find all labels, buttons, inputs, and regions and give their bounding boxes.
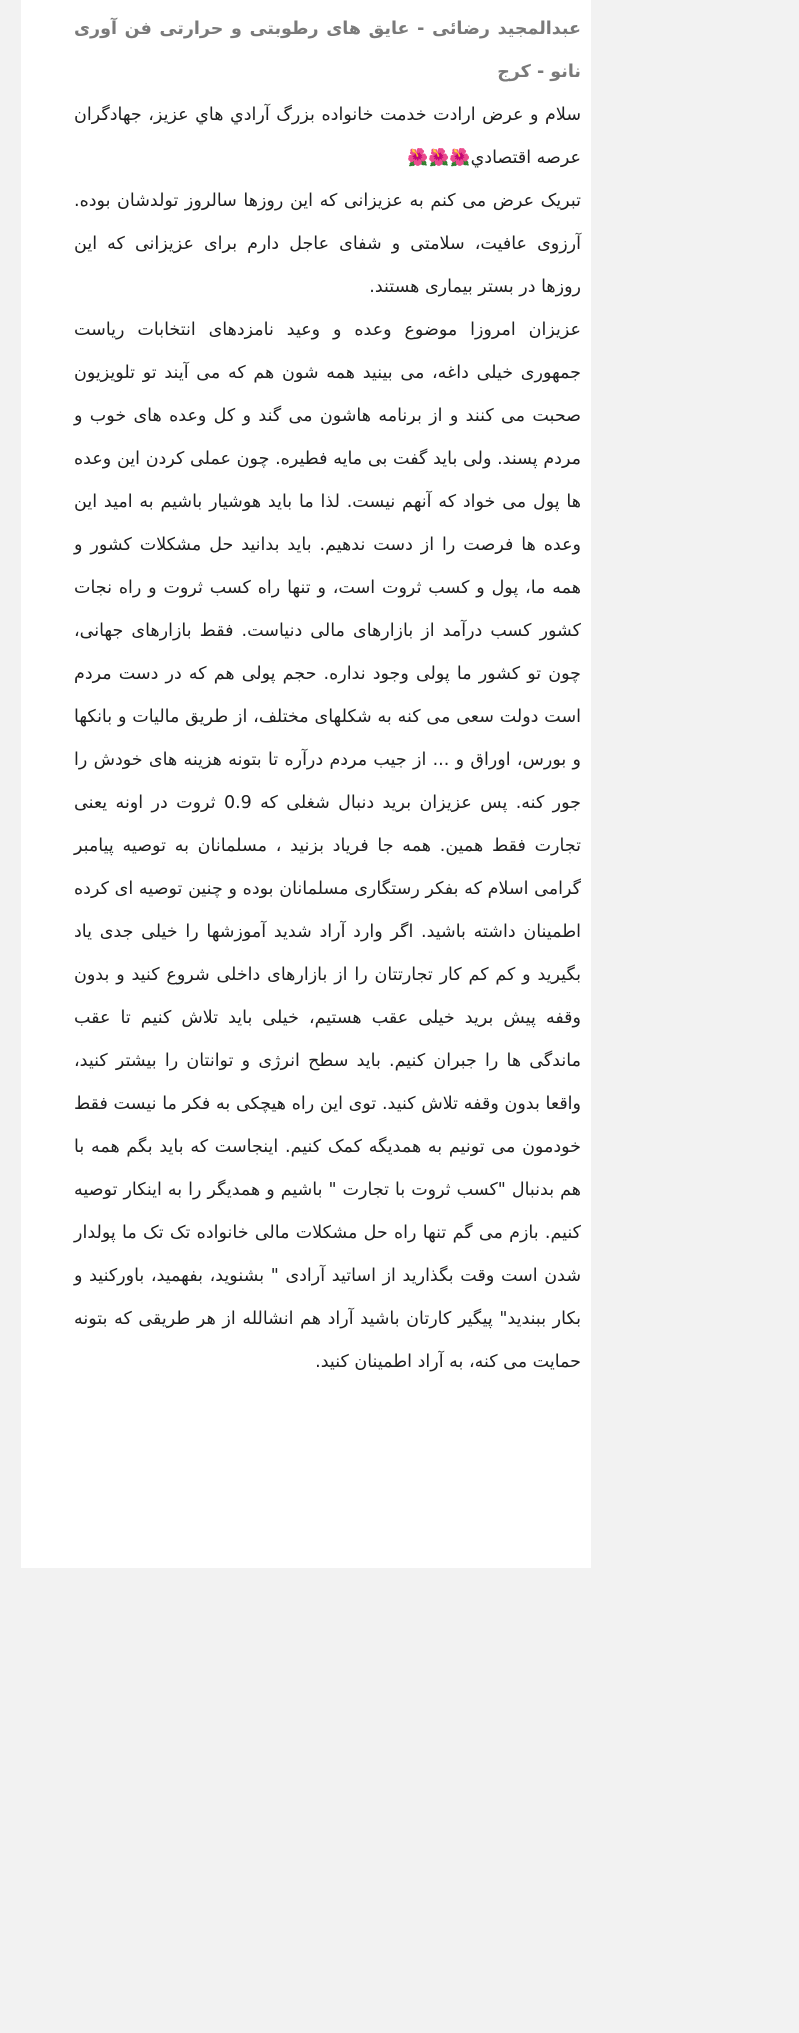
birthday-paragraph: تبریک عرض می کنم به عزیزانی که این روزها سالروز تولدشان بوده. آرزوی عافیت، سلامتی و شفای عاجل دارم برای عزیزانی که این روزها در بستر بیماری هستند.: [74, 191, 581, 297]
post-body: [74, 8, 581, 1384]
post-author-header: عبدالمجید رضائی - عایق های رطوبتی و حرارتی فن آوری نانو - کرج: [74, 19, 581, 82]
greeting-text: سلام و عرض ارادت خدمت خانواده بزرگ آرادي هاي عزيز، جهادگران عرصه اقتصادي: [74, 105, 581, 168]
hibiscus-flower-icon: 🌺🌺🌺: [407, 148, 471, 168]
main-paragraph: عزیزان امروزا موضوع وعده و وعید نامزدهای انتخابات ریاست جمهوری خیلی داغه، می بینید همه شون هم که می آیند تو تلویزیون صحبت می کنند و از برنامه هاشون می گند و کل وعده های خوب و مردم پسند. ولی باید گفت بی مایه فطیره. چون عملی کردن این وعده ها پول می خواد که آنهم نیست. لذا ما باید هوشیار باشیم به امید این وعده ها فرصت را از دست ندهیم. باید بدانید حل مشکلات کشور و همه ما، پول و کسب ثروت است، و تنها راه کسب ثروت و راه نجات کشور کسب درآمد از بازارهای مالی دنیاست. فقط بازارهای جهانی، چون تو کشور ما پولی وجود نداره. حجم پولی هم که در دست مردم است دولت سعی می کنه به شکلهای مختلف، از طریق مالیات و بانکها و بورس، اوراق و ... از جیب مردم درآره تا بتونه هزینه های خودش را جور کنه. پس عزیزان برید دنبال شغلی که 0.9 ثروت در اونه یعنی تجارت فقط همین. همه جا فریاد بزنید ، مسلمانان به توصیه پیامبر گرامی اسلام که بفکر رستگاری مسلمانان بوده و چنین توصیه ای کرده اطمینان داشته باشید. اگر وارد آراد شدید آموزشها را خیلی جدی یاد بگیرید و کم کم کار تجارتتان را از بازارهای داخلی شروع کنید و بدون وقفه پیش برید خیلی عقب هستیم، خیلی باید تلاش کنیم تا عقب ماندگی ها را جبران کنیم. باید سطح انرژی و توانتان را بیشتر کنید، واقعا بدون وقفه تلاش کنید. توی این راه هیچکی به فکر ما نیست فقط خودمون می تونیم به همدیگه کمک کنیم. اینجاست که باید بگم همه با هم بدنبال "کسب ثروت با تجارت " باشیم و همدیگر را به اینکار توصیه کنیم. بازم می گم تنها راه حل مشکلات مالی خانواده تک تک ما پولدار شدن است وقت بگذارید از اساتید آرادی " بشنوید، بفهمید، باورکنید و بکار ببندید" پیگیر کارتان باشید آراد هم انشالله از هر طریقی که بتونه حمایت می کنه، به آراد اطمینان کنید.: [74, 320, 581, 1372]
greeting-paragraph: [74, 94, 581, 180]
post-card: [21, 0, 591, 1568]
